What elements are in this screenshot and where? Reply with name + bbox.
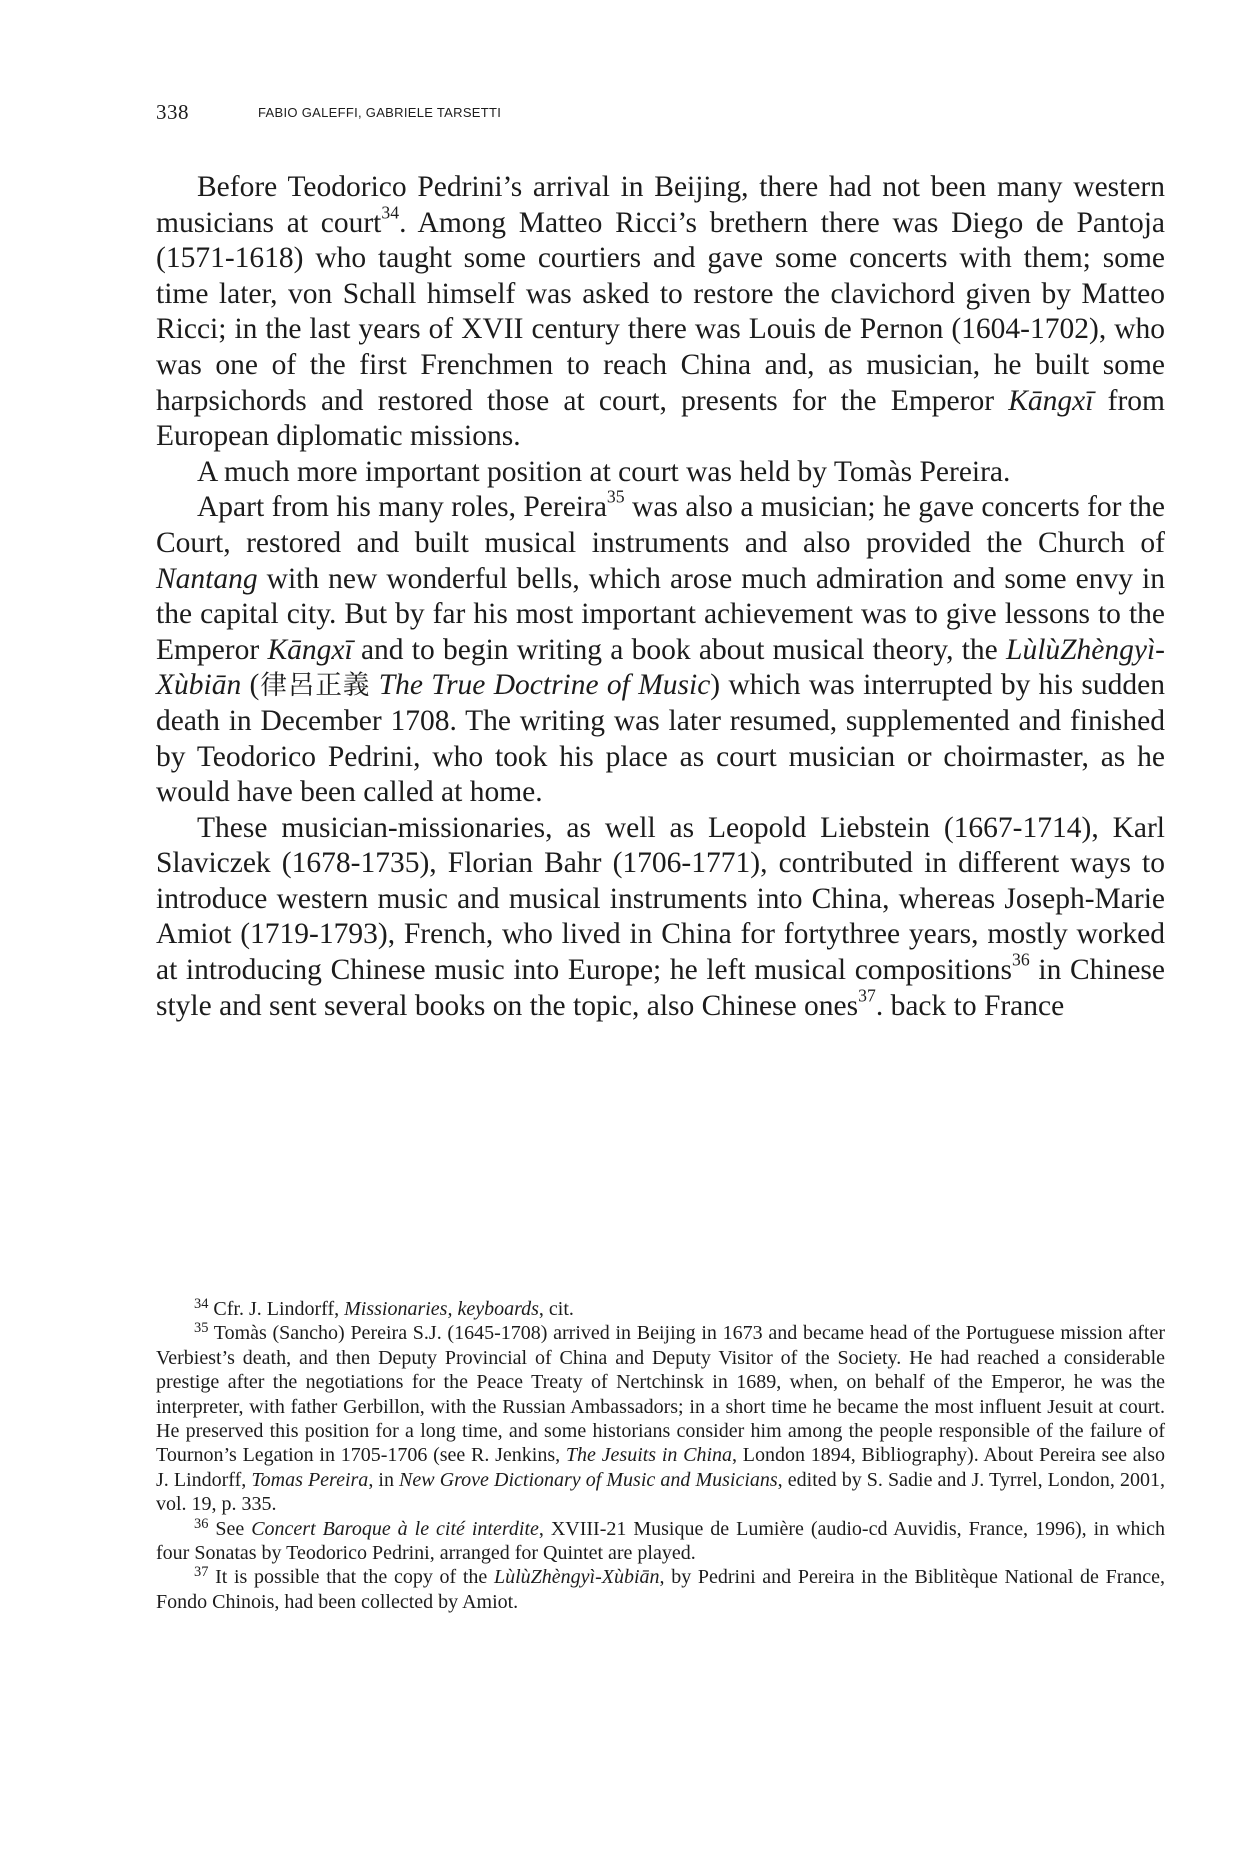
footnote-ref-35: 35 [606,487,625,508]
paragraph-4 [156,811,1165,1025]
chinese-title: 律呂正義 [259,670,371,702]
text-run: ( [241,669,260,702]
church-name: Nantang [156,562,258,595]
footnotes [156,1297,1165,1614]
text-run: , by Pedrini and Pereira in the Biblitèque National de France, Fondo Chinois, had been collected by Amiot. [156,1566,1166,1613]
text-run: , edited by S. Sadie and J. Tyrrel, London, 2001, vol. 19, p. 335. [156,1468,1165,1516]
text-run: Tomàs (Sancho) Pereira S.J. (1645-1708) arrived in Beijing in 1673 and became head of the Portuguese mission after Verbiest’s death, and then Deputy Provincial of China and Deputy Visitor of the Society. He had reached a considerable prestige after the negotiations for the Peace Treaty of Nertchinsk in 1689, when, on behalf of the Emperor, he was the interpreter, with father Gerbillon, with the Russian Ambassadors; in a short time he became the most influent Jesuit at court. He preserved this position for a long time, and some historians consider him among the people responsible of the failure of Tournon’s Legation in 1705-1706 (see R. Jenkins, [156,1322,1165,1467]
footnote-36 [156,1517,1165,1566]
text-run: . back to France [875,989,1065,1022]
footnote-number: 34 [194,1295,209,1312]
footnote-34 [156,1297,1165,1321]
running-head-authors: FABIO GALEFFI, GABRIELE TARSETTI [258,105,502,120]
text-run: ) which was interrupted by his sudden death in December 1708. The writing was later resumed, supplemented and finished by Teodorico Pedrini, who took his place as court musician or choirmaster, as he would have been called at home. [156,669,1166,809]
text-run: from European diplomatic missions. [156,384,1165,453]
text-run: Cfr. J. Lindorff, [208,1298,345,1320]
text-run: and to begin writing a book about musical theory, the [352,633,1007,666]
footnote-number: 37 [194,1564,209,1581]
book-title: LùlùZhèngyì-Xùbiān [156,633,1165,702]
cited-title: Tomas Pereira [251,1468,369,1491]
cited-title: LùlùZhèngyì-Xùbiān [493,1566,660,1589]
paragraph-1 [156,170,1165,455]
paragraph-2: A much more important position at court was held by Tomàs Pereira. [197,455,1011,488]
footnote-ref-37: 37 [858,985,876,1006]
page-number: 338 [156,100,189,124]
footnote-number: 35 [194,1320,209,1337]
text-run: in Chinese style and sent several books on the topic, also Chinese ones [156,954,1165,1022]
cited-title: New Grove Dictionary of Music and Musicians [399,1468,778,1491]
text-run: , in [368,1468,400,1491]
cited-title: The Jesuits in China [565,1444,733,1467]
text-run: was also a musician; he gave concerts for the Court, restored and built musical instruments and also provided the Church of [156,491,1165,559]
footnote-number: 36 [194,1515,209,1532]
book-title-english: The True Doctrine of Music [378,669,711,702]
emperor-name: Kāngxī [1008,384,1094,417]
text-run: , London 1894, Bibliography). About Pereira see also J. Lindorff, [156,1444,1165,1491]
text-run: See [208,1517,252,1540]
text-run: It is possible that the copy of the [208,1566,494,1589]
running-head [156,100,502,130]
text-run: These musician-missionaries, as well as Leopold Liebstein (1667-1714), Karl Slaviczek (1678-1735), Florian Bahr (1706-1771), contributed in different ways to introduce western music and musical instruments into China, whereas Joseph-Marie Amiot (1719-1793), French, who lived in China for fortythree years, mostly worked at introducing Chinese music into Europe; he left musical compositions [156,811,1165,987]
footnote-ref-36: 36 [1012,949,1030,970]
emperor-name: Kāngxī [267,633,353,666]
footnote-35 [156,1321,1165,1516]
cited-title: Concert Baroque à le cité interdite [251,1517,539,1540]
text-run: with new wonderful bells, which arose much admiration and some envy in the capital city. But by far his most important achievement was to give lessons to the Emperor [156,562,1165,666]
cited-title: Missionaries, keyboards [344,1298,539,1320]
body-text [156,170,1165,1024]
text-run: , cit. [538,1298,574,1320]
text-run: Apart from his many roles, Pereira [197,491,607,524]
text-run: , XVIII-21 Musique de Lumière (audio-cd Auvidis, France, 1996), in which four Sonatas by Teodorico Pedrini, arranged for Quintet are played. [156,1517,1165,1565]
footnote-ref-34: 34 [381,202,400,223]
text-run: . Among Matteo Ricci’s brethern there was Diego de Pantoja (1571-1618) who taught some courtiers and gave some concerts with them; some time later, von Schall himself was asked to restore the clavichord given by Matteo Ricci; in the last years of XVII century there was Louis de Pernon (1604-1702), who was one of the first Frenchmen to reach China and, as musician, he built some harpsichords and restored those at court, presents for the Emperor [156,206,1165,417]
paragraph-3 [156,487,1166,810]
text-run: Before Teodorico Pedrini’s arrival in Beijing, there had not been many western musicians at court [156,171,1165,239]
text-run [370,669,378,701]
footnote-37 [156,1565,1165,1614]
